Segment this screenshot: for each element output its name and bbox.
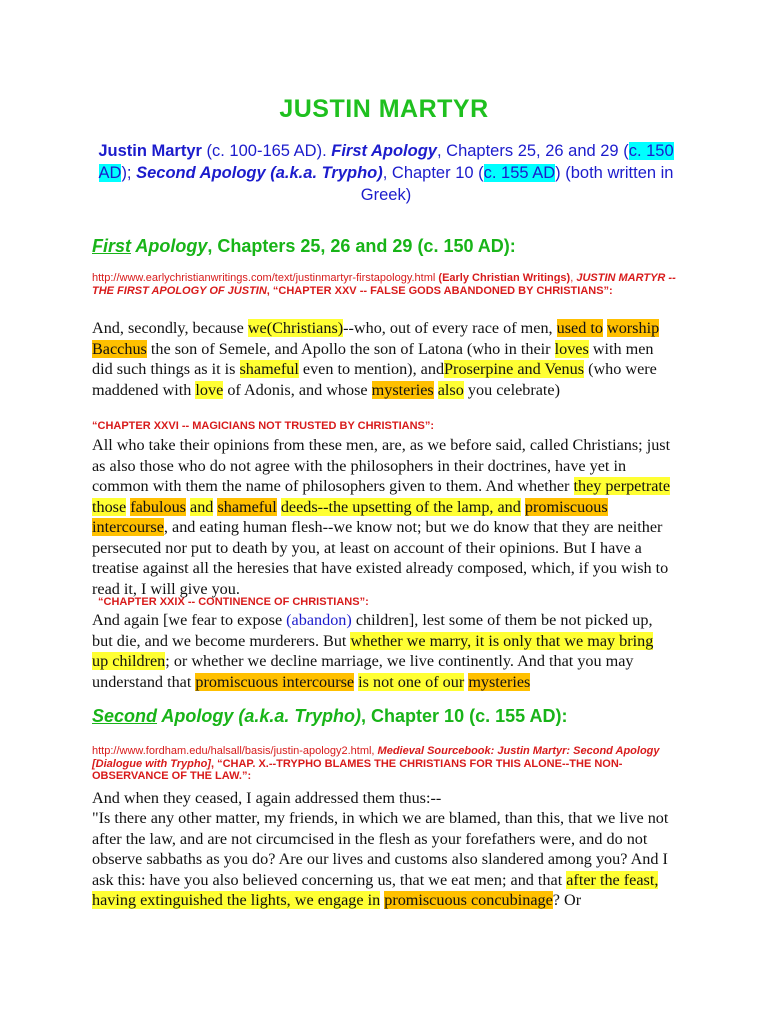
highlight: they perpetrate those — [92, 477, 671, 516]
section1-paragraph1: And, secondly, because we(Christians)--who, out of every race of men, used to worship Bacchus the son of Semele, and Apollo the son of Latona (who in their loves with men did such things as it is shameful even to mention), andProserpine and Venus (who were maddened with love of Adonis, and whose mysteries also you celebrate) — [92, 319, 660, 399]
section2-paragraph2: "Is there any other matter, my friends, in which we are blamed, than this, that we live not after the law, and are not circumcised in the flesh as your forefathers were, and do not observe sabbaths as you do? Are our lives and customs also slandered among you? And I ask this: have you also believed concerning us, that we eat men; and that after the feast, having extinguished the lights, we engage in promiscuous concubinage? Or — [92, 809, 669, 909]
highlight: promiscuous intercourse — [92, 497, 608, 536]
intro-chapters2: , Chapter 10 ( — [382, 164, 484, 182]
highlight: shameful — [217, 497, 277, 516]
section1-chapter29-heading: “CHAPTER XXIX -- CONTINENCE OF CHRISTIANS”: — [98, 596, 369, 608]
page-title: JUSTIN MARTYR — [279, 95, 489, 123]
highlight: mysteries — [468, 672, 531, 691]
section2-source-comma: , — [371, 745, 378, 757]
highlight: worship Bacchus — [92, 319, 660, 358]
intro-tail: ) (both written in Greek) — [360, 164, 674, 204]
highlight: also — [437, 380, 464, 399]
intro-date1: c. 150 AD — [98, 142, 674, 182]
section1-heading-rest: , Chapters 25, 26 and 29 (c. 150 AD): — [207, 236, 516, 256]
section1-source-label: (Early Christian Writings) — [435, 272, 571, 284]
highlight: Proserpine and Venus — [444, 360, 585, 378]
highlight: loves — [554, 339, 589, 358]
section2-source — [92, 745, 692, 783]
highlight: mysteries — [371, 380, 434, 399]
highlight: whether we marry, it is only that we may bring up children — [92, 631, 654, 670]
section2-source-work: Medieval Sourcebook: Justin Martyr: Second Apology [Dialogue with Trypho] — [92, 745, 660, 770]
highlight: and — [190, 497, 214, 516]
section1-paragraph3: And again [we fear to expose (abandon) children], lest some of them be not picked up, but die, and we become murderers. But whether we marry, it is only that we may bring up children; or whether we decline marriage, we live continently. And that you may understand that promiscuous intercourse is not one of our mysteries — [92, 611, 654, 691]
section2-heading-rest: , Chapter 10 (c. 155 AD): — [361, 706, 568, 726]
highlight: is not one of our — [358, 672, 465, 691]
abandon-note: (abandon) — [286, 611, 352, 629]
section1-source-comma: , — [570, 272, 577, 284]
intro-author: Justin Martyr — [98, 142, 202, 160]
intro-date2: c. 155 AD — [483, 164, 556, 182]
section1-paragraph2: All who take their opinions from these men, are, as we before said, called Christians; just as also those who do not agree with the philosophers in their doctrines, have yet in common with them the name of philosophers given to them. And whether they perpetrate those fabulous and shameful deeds--the upsetting of the lamp, and promiscuous intercourse, and eating human flesh--we know not; but we do know that they are neither persecuted nor put to death by you, at least on account of their opinions. But I have a treatise against all the heresies that have existed already composed, which, if you wish to read it, I will give you. — [92, 436, 671, 598]
section1-source-url[interactable]: http://www.earlychristianwritings.com/text/justinmartyr-firstapology.html — [92, 272, 436, 284]
section2-heading-italic: Apology (a.k.a. Trypho) — [157, 706, 362, 726]
section2-heading — [92, 706, 567, 727]
section2-source-chapter: , “CHAP. X.--TRYPHO BLAMES THE CHRISTIANS FOR THIS ALONE--THE NON-OBSERVANCE OF THE LAW.”: — [92, 757, 623, 782]
highlight: fabulous — [130, 497, 186, 516]
highlight: love — [195, 380, 224, 399]
highlight: shameful — [239, 360, 299, 378]
intro-sep: ); — [121, 164, 137, 182]
section1-heading-italic: Apology — [131, 236, 208, 256]
section1-chapter26-heading: “CHAPTER XXVI -- MAGICIANS NOT TRUSTED BY CHRISTIANS”: — [92, 420, 435, 432]
highlight: used to — [556, 319, 603, 337]
highlight: promiscuous concubinage — [384, 891, 553, 909]
section1-source — [92, 272, 692, 297]
highlight: after the feast, having extinguished the lights, we engage in — [92, 870, 659, 909]
intro-chapters1: , Chapters 25, 26 and 29 ( — [436, 142, 629, 160]
intro-work2: Second Apology (a.k.a. Trypho) — [136, 164, 383, 182]
section2-source-url[interactable]: http://www.fordham.edu/halsall/basis/justin-apology2.html — [92, 745, 372, 757]
section1-source-chapter: , “CHAPTER XXV -- FALSE GODS ABANDONED BY CHRISTIANS”: — [266, 284, 613, 297]
section1-source-work: JUSTIN MARTYR -- THE FIRST APOLOGY OF JUSTIN — [92, 272, 676, 297]
intro-paragraph — [86, 140, 686, 206]
section2-paragraph1: And when they ceased, I again addressed them thus:-- — [92, 789, 442, 807]
section1-heading — [92, 236, 516, 257]
intro-dates: (c. 100-165 AD). — [201, 142, 332, 160]
section1-heading-lead: First — [92, 236, 132, 256]
highlight: deeds--the upsetting of the lamp, and — [280, 497, 521, 516]
section2-heading-lead: Second — [92, 706, 158, 726]
intro-work1: First Apology — [331, 142, 437, 160]
highlight: promiscuous intercourse — [195, 672, 355, 691]
highlight: we(Christians) — [247, 319, 344, 337]
